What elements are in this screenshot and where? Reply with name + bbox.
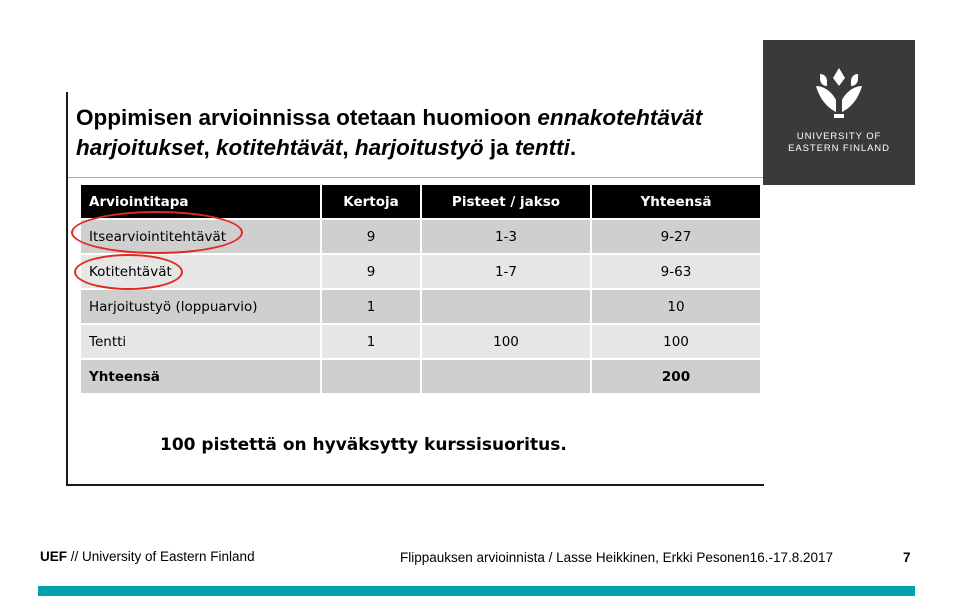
logo-line-2: EASTERN FINLAND — [788, 143, 890, 154]
footer-credit: Flippauksen arvioinnista / Lasse Heikkinen, Erkki Pesonen16.-17.8.2017 — [400, 550, 834, 565]
title-sep2: , — [342, 135, 355, 160]
table-cell: 9-27 — [592, 220, 760, 253]
table-cell: Kotitehtävät — [81, 255, 320, 288]
title-end: . — [569, 135, 577, 160]
passing-note: 100 pistettä on hyväksytty kurssisuoritus. — [160, 435, 567, 455]
table-total-row — [81, 360, 760, 393]
table-cell: 100 — [592, 325, 760, 358]
table-cell: Tentti — [81, 325, 320, 358]
table-cell: 1-7 — [422, 255, 590, 288]
title-italic3: harjoitustyö — [354, 135, 484, 160]
table-cell — [322, 360, 420, 393]
table-cell — [422, 290, 590, 323]
table-cell: 200 — [592, 360, 760, 393]
table-cell: 9-63 — [592, 255, 760, 288]
title-part1: Oppimisen arvioinnissa otetaan huomioon — [76, 105, 538, 130]
table-cell: 1-3 — [422, 220, 590, 253]
footer-brand-rest: // University of Eastern Finland — [67, 549, 255, 564]
title-sep1: , — [203, 135, 217, 160]
title-italic2: kotitehtävät — [216, 135, 343, 160]
table-cell: 9 — [322, 220, 420, 253]
slide-title — [76, 103, 766, 163]
title-italic4: tentti — [514, 135, 570, 160]
table-cell: 10 — [592, 290, 760, 323]
university-logo — [763, 40, 915, 185]
page-number: 7 — [903, 550, 911, 565]
title-divider — [68, 177, 764, 178]
table-cell: 100 — [422, 325, 590, 358]
table-row — [81, 325, 760, 358]
table-cell: Harjoitustyö (loppuarvio) — [81, 290, 320, 323]
table-cell: 9 — [322, 255, 420, 288]
logo-line-1: UNIVERSITY OF — [796, 131, 882, 142]
table-cell: Itsearviointitehtävät — [81, 220, 320, 253]
header-yhteensa: Yhteensä — [592, 185, 760, 218]
table-cell: 1 — [322, 325, 420, 358]
table-cell — [422, 360, 590, 393]
title-part2: ja — [483, 135, 515, 160]
title-italic1: ennakotehtävät harjoitukset — [76, 105, 703, 160]
header-arviointitapa: Arviointitapa — [81, 185, 320, 218]
footer-organization — [40, 549, 255, 564]
header-kertoja: Kertoja — [322, 185, 420, 218]
table-cell: Yhteensä — [81, 360, 320, 393]
footer-brand: UEF — [40, 549, 67, 564]
highlight-ellipse-kotitehtavat — [74, 254, 183, 290]
header-pisteet: Pisteet / jakso — [422, 185, 590, 218]
highlight-ellipse-itsearviointi — [71, 211, 243, 254]
table-cell: 1 — [322, 290, 420, 323]
table-row — [81, 290, 760, 323]
uef-tree-logo-icon — [812, 64, 866, 120]
footer-accent-bar — [38, 586, 915, 596]
